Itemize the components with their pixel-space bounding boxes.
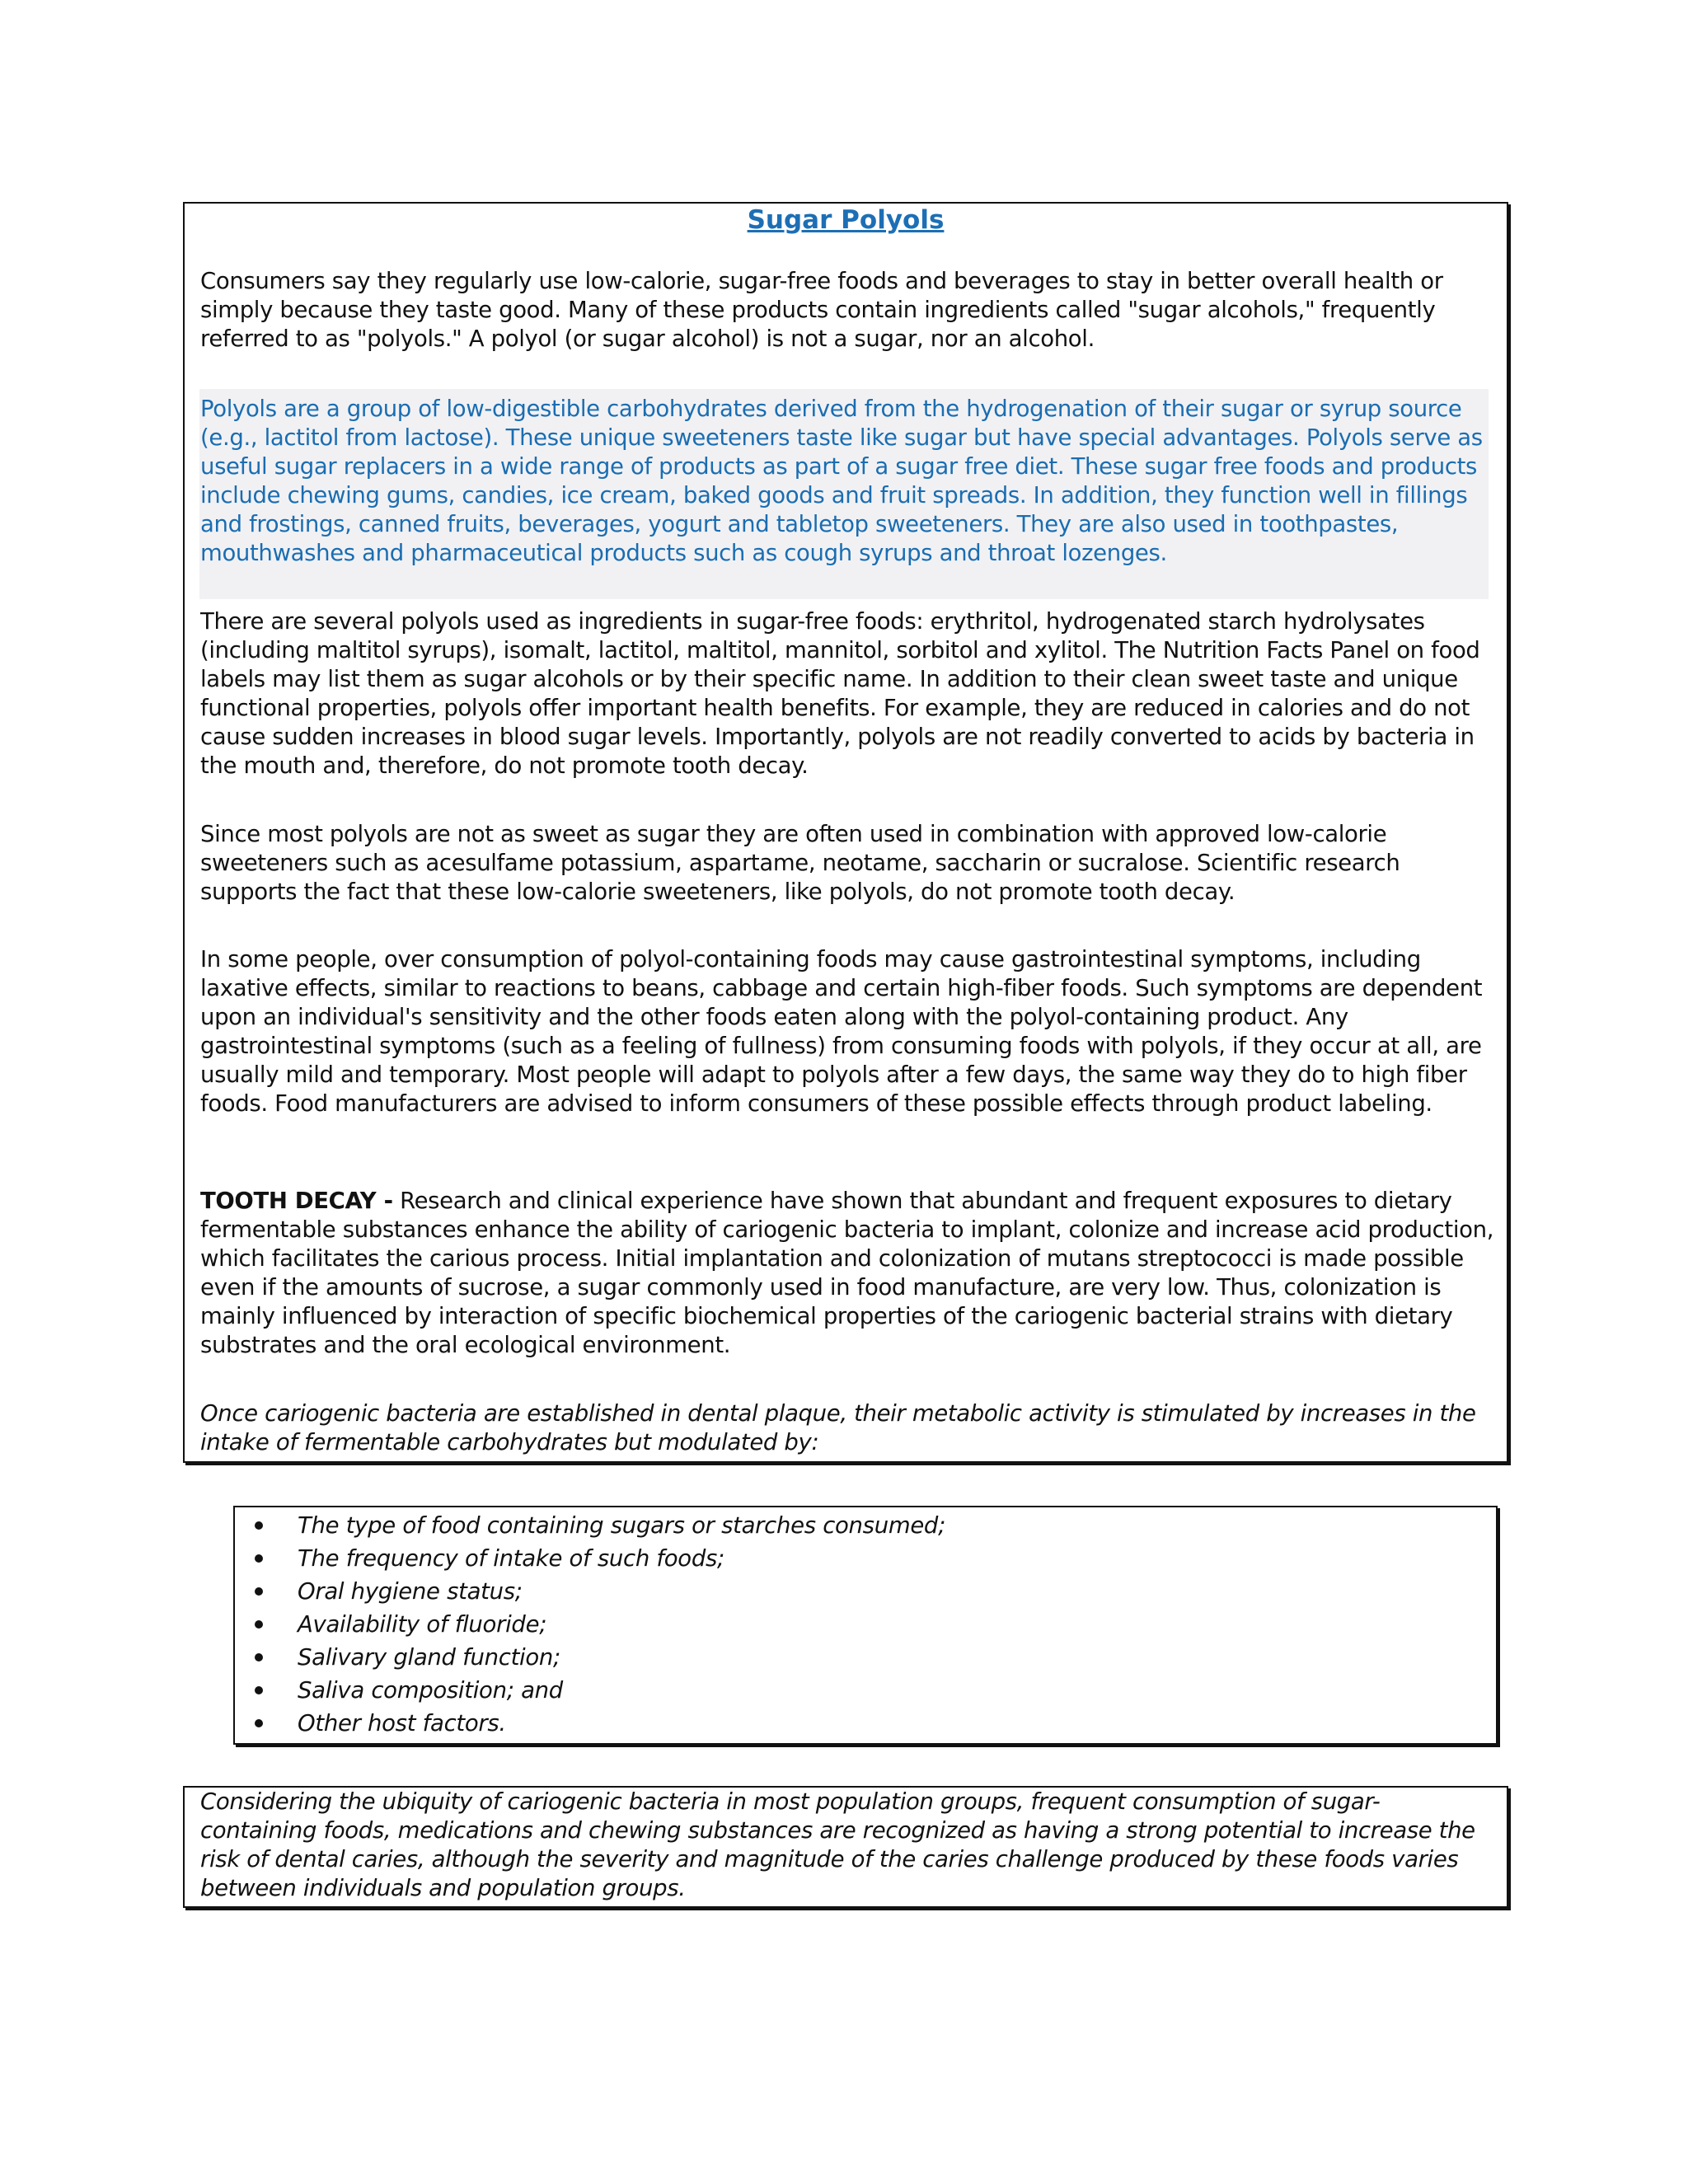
factors-list-box xyxy=(233,1506,1498,1745)
bullet-icon xyxy=(255,1719,263,1727)
polyols-definition-paragraph: Polyols are a group of low-digestible carbohydrates derived from the hydrogenation of their sugar or syrup source (e.g., lactitol from lactose). These unique sweeteners taste like sugar but have special advantages. Polyols serve as useful sugar replacers in a wide range of products as part of a sugar free diet. These sugar free foods and products include chewing gums, candies, ice cream, baked goods and fruit spreads. In addition, they function well in fillings and frostings, canned fruits, beverages, yogurt and tabletop sweeteners. They are also used in toothpastes, mouthwashes and pharmaceutical products such as cough syrups and throat lozenges. xyxy=(200,396,1483,566)
list-item: Oral hygiene status; xyxy=(235,1575,1496,1608)
closing-box xyxy=(183,1786,1508,1908)
gastrointestinal-paragraph: In some people, over consumption of polyol-containing foods may cause gastrointestinal symptoms, including laxative effects, similar to reactions to beans, cabbage and certain high-fiber foods. Such symptoms are dependent upon an individual's sensitivity and the other foods eaten along with the polyol-containing product. Any gastrointestinal symptoms (such as a feeling of fullness) from consuming foods with polyols, if they occur at all, are usually mild and temporary. Most people will adapt to polyols after a few days, the same way they do to high fiber foods. Food manufacturers are advised to inform consumers of these possible effects through product labeling. xyxy=(200,946,1483,1117)
tooth-decay-label: TOOTH DECAY - xyxy=(200,1188,393,1214)
intro-paragraph: Consumers say they regularly use low-calorie, sugar-free foods and beverages to stay in better overall health or simply because they taste good. Many of these products contain ingredients called "sugar alcohols," frequently referred to as "polyols." A polyol (or sugar alcohol) is not a sugar, nor an alcohol. xyxy=(200,268,1443,352)
tooth-decay-text: Research and clinical experience have shown that abundant and frequent exposures to dietary fermentable substances enhance the ability of cariogenic bacteria to implant, colonize and increase acid production, which facilitates the carious process. Initial implantation and colonization of mutans streptococci is made possible even if the amounts of sucrose, a sugar commonly used in food manufacture, are very low. Thus, colonization is mainly influenced by interaction of specific biochemical properties of the cariogenic bacterial strains with dietary substrates and the oral ecological environment. xyxy=(200,1188,1494,1358)
main-text-box xyxy=(183,202,1508,1463)
cariogenic-intro-paragraph: Once cariogenic bacteria are established in dental plaque, their metabolic activity is stimulated by increases in the intake of fermentable carbohydrates but modulated by: xyxy=(200,1400,1476,1455)
page-title: Sugar Polyols xyxy=(747,205,945,235)
sweeteners-paragraph: Since most polyols are not as sweet as sugar they are often used in combination with approved low-calorie sweeteners such as acesulfame potassium, aspartame, neotame, saccharin or sucralose. Scientific research supports the fact that these low-calorie sweeteners, like polyols, do not promote tooth decay. xyxy=(200,821,1400,905)
polyols-types-paragraph: There are several polyols used as ingredients in sugar-free foods: erythritol, hydrogenated starch hydrolysates (including maltitol syrups), isomalt, lactitol, maltitol, mannitol, sorbitol and xylitol. The Nutrition Facts Panel on food labels may list them as sugar alcohols or by their specific name. In addition to their clean sweet taste and unique functional properties, polyols offer important health benefits. For example, they are reduced in calories and do not cause sudden increases in blood sugar levels. Importantly, polyols are not readily converted to acids by bacteria in the mouth and, therefore, do not promote tooth decay. xyxy=(200,608,1480,779)
list-item: The type of food containing sugars or starches consumed; xyxy=(235,1509,1496,1542)
bullet-icon xyxy=(255,1686,263,1694)
bullet-icon xyxy=(255,1587,263,1596)
factors-list xyxy=(235,1509,1496,1740)
tooth-decay-paragraph xyxy=(200,1187,1498,1360)
bullet-icon xyxy=(255,1653,263,1661)
bullet-icon xyxy=(255,1521,263,1530)
bullet-icon xyxy=(255,1554,263,1563)
list-item: Salivary gland function; xyxy=(235,1641,1496,1674)
list-item: Saliva composition; and xyxy=(235,1674,1496,1707)
list-item: Other host factors. xyxy=(235,1707,1496,1740)
closing-paragraph: Considering the ubiquity of cariogenic bacteria in most population groups, frequent consumption of sugar-containing foods, medications and chewing substances are recognized as having a strong potential to increase the risk of dental caries, although the severity and magnitude of the caries challenge produced by these foods varies between individuals and population groups. xyxy=(200,1788,1475,1901)
bullet-icon xyxy=(255,1620,263,1629)
list-item: The frequency of intake of such foods; xyxy=(235,1542,1496,1575)
list-item: Availability of fluoride; xyxy=(235,1608,1496,1641)
